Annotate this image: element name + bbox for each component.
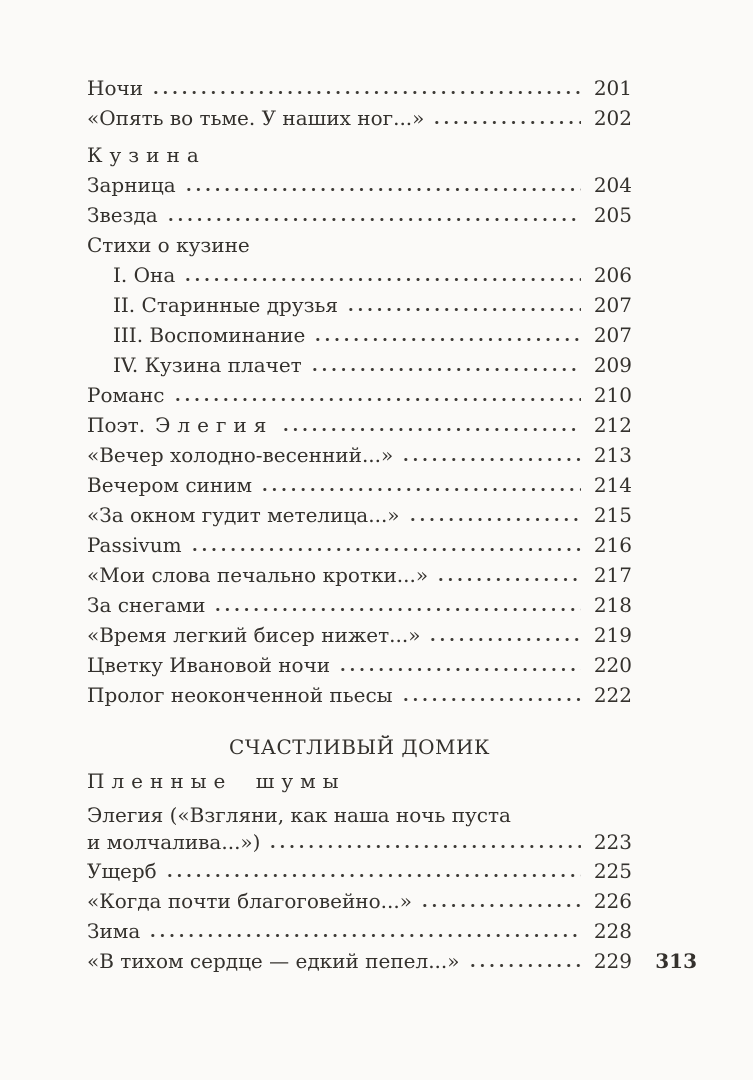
dot-leader	[148, 933, 581, 938]
entry-title: Элегия («Взгляни, как наша ночь пуста	[87, 803, 511, 827]
entry-title: Пролог неоконченной пьесы	[87, 683, 393, 707]
dot-leader	[260, 487, 581, 492]
entry-page-number: 207	[593, 323, 632, 347]
dot-leader	[401, 697, 581, 702]
dot-leader	[213, 607, 581, 612]
toc-entry	[87, 680, 632, 710]
dot-leader	[401, 457, 581, 462]
entry-title: III. Воспоминание	[113, 323, 306, 347]
dot-leader	[281, 427, 581, 432]
toc-entry	[87, 590, 632, 620]
heading-text: Пленные шумы	[87, 769, 346, 793]
dot-leader	[436, 577, 581, 582]
toc-entry	[87, 440, 632, 470]
toc-entry	[87, 73, 632, 103]
entry-page-number: 220	[593, 653, 632, 677]
dot-leader	[408, 517, 581, 522]
entry-page-number: 204	[593, 173, 632, 197]
dot-leader	[183, 277, 581, 282]
dot-leader	[468, 963, 582, 968]
entry-title: I. Она	[113, 263, 176, 287]
entry-title: Зима	[87, 919, 141, 943]
entry-title: Романс	[87, 383, 165, 407]
dot-leader	[166, 217, 581, 222]
toc-entry	[87, 470, 632, 500]
entry-line-1	[87, 802, 632, 829]
toc-entry	[87, 500, 632, 530]
entry-page-number: 216	[593, 533, 632, 557]
toc-list	[87, 73, 632, 976]
entry-page-number: 212	[593, 413, 632, 437]
toc-entry	[87, 380, 632, 410]
dot-leader	[190, 547, 581, 552]
page-folio: 313	[655, 949, 697, 973]
dot-leader	[428, 637, 581, 642]
toc-section-heading	[87, 732, 632, 762]
toc-entry	[87, 103, 632, 133]
toc-entry	[87, 350, 632, 380]
entry-title-continued: и молчалива...»)	[87, 830, 261, 854]
dot-leader	[268, 844, 581, 849]
entry-title: II. Старинные друзья	[113, 293, 339, 317]
dot-leader	[184, 187, 581, 192]
entry-page-number: 218	[593, 593, 632, 617]
toc-entry	[87, 260, 632, 290]
toc-entry	[87, 946, 632, 976]
entry-title: «Когда почти благоговейно...»	[87, 889, 412, 913]
toc-entry	[87, 290, 632, 320]
entry-page-number: 215	[593, 503, 632, 527]
entry-page-number: 205	[593, 203, 632, 227]
dot-leader	[165, 873, 581, 878]
toc-entry	[87, 320, 632, 350]
heading-text: Кузина	[87, 143, 206, 167]
toc-section-heading	[87, 230, 632, 260]
dot-leader	[313, 337, 581, 342]
toc-entry	[87, 886, 632, 916]
dot-leader	[310, 367, 581, 372]
entry-title: За снегами	[87, 593, 206, 617]
heading-text: Стихи о кузине	[87, 233, 250, 257]
entry-title: Ночи	[87, 76, 144, 100]
entry-title: Зарница	[87, 173, 176, 197]
entry-page-number: 225	[593, 859, 632, 883]
entry-title: Passivum	[87, 533, 182, 557]
entry-title: «Опять во тьме. У наших ног...»	[87, 106, 425, 130]
entry-title: Ущерб	[87, 859, 157, 883]
toc-entry	[87, 916, 632, 946]
entry-title: «Время легкий бисер нижет...»	[87, 623, 421, 647]
entry-page-number: 209	[593, 353, 632, 377]
dot-leader	[346, 307, 581, 312]
toc-entry	[87, 560, 632, 590]
dot-leader	[151, 90, 581, 95]
dot-leader	[173, 397, 581, 402]
toc-entry	[87, 530, 632, 560]
toc-entry	[87, 410, 632, 440]
toc-entry	[87, 620, 632, 650]
entry-page-number: 217	[593, 563, 632, 587]
toc-entry	[87, 170, 632, 200]
dot-leader	[420, 903, 581, 908]
entry-page-number: 226	[593, 889, 632, 913]
entry-page-number: 201	[593, 76, 632, 100]
entry-title: Цветку Ивановой ночи	[87, 653, 331, 677]
entry-page-number: 219	[593, 623, 632, 647]
entry-title-spaced: Элегия	[155, 413, 274, 437]
toc-entry	[87, 200, 632, 230]
heading-text: СЧАСТЛИВЫЙ ДОМИК	[229, 735, 490, 759]
entry-page-number: 228	[593, 919, 632, 943]
entry-title: Звезда	[87, 203, 158, 227]
entry-page-number: 206	[593, 263, 632, 287]
dot-leader	[338, 667, 581, 672]
entry-title: «В тихом сердце — едкий пепел...»	[87, 949, 460, 973]
entry-page-number: 213	[593, 443, 632, 467]
toc-entry	[87, 650, 632, 680]
toc-section-heading	[87, 766, 632, 796]
entry-page-number: 214	[593, 473, 632, 497]
entry-page-number: 223	[593, 830, 632, 854]
entry-title: «Вечер холодно-весенний...»	[87, 443, 394, 467]
entry-title: «За окном гудит метелица...»	[87, 503, 400, 527]
toc-entry	[87, 856, 632, 886]
entry-title: «Мои слова печально кротки...»	[87, 563, 429, 587]
dot-leader	[432, 120, 581, 125]
entry-page-number: 222	[593, 683, 632, 707]
entry-title: IV. Кузина плачет	[113, 353, 302, 377]
entry-title: Вечером синим	[87, 473, 253, 497]
toc-section-heading	[87, 140, 632, 170]
entry-page-number: 207	[593, 293, 632, 317]
entry-page-number: 210	[593, 383, 632, 407]
entry-page-number: 202	[593, 106, 632, 130]
entry-title: Поэт.	[87, 413, 146, 437]
entry-line-2	[87, 829, 632, 856]
entry-page-number: 229	[593, 949, 632, 973]
toc-entry	[87, 802, 632, 856]
